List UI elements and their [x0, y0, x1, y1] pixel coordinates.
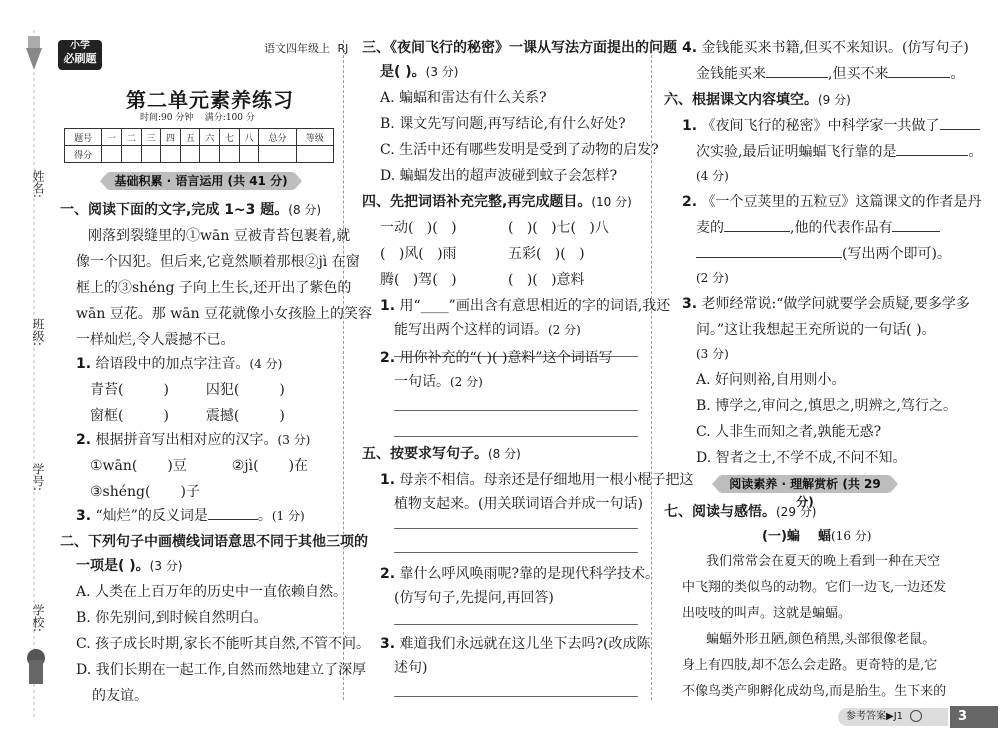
score-input[interactable]	[220, 146, 240, 163]
q7-passage-line: 蝙蝠外形丑陋,颜色稍黑,头部很像老鼠。	[706, 632, 936, 647]
score-cell: 八	[239, 129, 259, 146]
score-cell: 一	[102, 129, 122, 146]
score-cell: 等级	[296, 129, 333, 146]
search-icon	[910, 710, 922, 722]
answer-line[interactable]	[394, 528, 638, 529]
q6-option-d: D. 智者之士,不学不成,不问不知。	[696, 450, 907, 466]
exam-meta: 时间:90 分钟 满分:100 分	[140, 113, 255, 123]
logo-line1: 小学	[70, 40, 90, 51]
q5-sub3-line2: 述句)	[394, 660, 428, 676]
q6-sub2: 2. 《一个豆荚里的五粒豆》这篇课文的作者是丹	[682, 194, 982, 210]
banner-basic: 基础积累 · 语言运用 (共 41 分)	[108, 172, 294, 190]
q2-option-a: A. 人类在上百万年的历史中一直依赖自然。	[76, 584, 348, 600]
score-input[interactable]	[180, 146, 200, 163]
score-table-header-row	[65, 129, 334, 146]
fill-blank[interactable]	[940, 129, 980, 130]
answer-line[interactable]	[394, 552, 638, 553]
q4-sub2: 2. 用你补充的“( )( )意料”这个词语写	[380, 350, 613, 366]
q6-title: 六、根据课文内容填空。(9 分)	[664, 92, 851, 108]
q2-option-d: D. 我们长期在一起工作,自然而然地建立了深厚	[76, 662, 367, 678]
q6-sub3-line2: 问。”这让我想起王充所说的一句话( )。	[696, 322, 936, 338]
q6-option-c: C. 人非生而知之者,孰能无惑?	[696, 424, 882, 440]
q5-sub1: 1. 母亲不相信。母亲还是仔细地用一根小棍子把这	[380, 472, 694, 488]
score-input[interactable]	[259, 146, 296, 163]
label-class: 班级:	[31, 318, 45, 347]
q4-word-row: 一动( )( ) ( )( )七( )八	[380, 220, 609, 236]
q1-passage-line: 像一个囚犯。但后来,它竟然顺着那根②jì 在窗	[76, 254, 360, 270]
score-cell: 题号	[65, 129, 102, 146]
fill-blank[interactable]	[892, 231, 940, 232]
score-cell: 七	[220, 129, 240, 146]
edition: RJ	[337, 42, 349, 55]
q7-passage-line: 身上有四肢,却不怎么会走路。更奇特的是,它	[682, 658, 938, 673]
logo-line2: 必刷题	[63, 52, 97, 65]
q4-sub1-line2: 能写出两个这样的词语。(2 分)	[394, 322, 581, 338]
q7-passage-line: 出吱吱的叫声。这就是蝙蝠。	[682, 606, 852, 621]
answer-line[interactable]	[394, 624, 638, 625]
q6-sub1: 1. 《夜间飞行的秘密》中科学家一共做了	[682, 118, 980, 134]
q6-option-b: B. 博学之,审问之,慎思之,明辨之,笃行之。	[696, 398, 957, 414]
banner-reading: 阅读素养 · 理解赏析 (共 29 分)	[720, 475, 890, 493]
q6-sub3-score: (3 分)	[696, 347, 729, 361]
q3-title: 三、《夜间飞行的秘密》一课从写法方面提出的问题	[362, 40, 677, 56]
q1-sub1: 1. 给语段中的加点字注音。(4 分)	[76, 356, 283, 372]
q4-sub1: 1. 用“____”画出含有意思相近的字的词语,我还	[380, 298, 671, 314]
score-cell: 四	[161, 129, 181, 146]
q2-option-b: B. 你先别问,到时候自然明白。	[76, 610, 268, 626]
score-input[interactable]	[239, 146, 259, 163]
q7-passage-line: 我们常常会在夏天的晚上看到一种在天空	[706, 554, 941, 569]
grade: 语文四年级上	[264, 42, 330, 55]
q5-sub2-line2: (仿写句子,先提问,再回答)	[394, 590, 554, 606]
label-name: 姓名:	[31, 170, 45, 199]
q5-title: 五、按要求写句子。(8 分)	[362, 446, 521, 462]
fill-blank[interactable]	[724, 231, 790, 232]
column-divider-2	[651, 40, 652, 700]
score-table	[64, 128, 334, 163]
score-cell: 三	[141, 129, 161, 146]
column-divider-1	[343, 40, 344, 700]
fill-blank[interactable]	[888, 77, 950, 78]
q7-title: 七、阅读与感悟。(29 分)	[664, 504, 817, 520]
q4-title: 四、先把词语补充完整,再完成题目。(10 分)	[362, 194, 632, 210]
q5-sub2: 2. 靠什么呼风唤雨呢?靠的是现代科学技术。	[380, 566, 660, 582]
fill-blank[interactable]	[696, 257, 842, 258]
logo	[58, 40, 102, 70]
fill-blank[interactable]	[766, 77, 828, 78]
q1-title: 一、阅读下面的文字,完成 1~3 题。(8 分)	[60, 202, 322, 218]
score-cell: 二	[121, 129, 141, 146]
answer-line[interactable]	[394, 410, 638, 411]
score-input[interactable]	[141, 146, 161, 163]
fill-blank[interactable]	[896, 155, 968, 156]
label-school: 学校:	[31, 604, 45, 633]
q1-sub2-row: ①wān( )豆 ②jì( )在	[90, 458, 309, 474]
q2-option-c: C. 孩子成长时期,家长不能听其自然,不管不问。	[76, 636, 371, 652]
score-table-score-row	[65, 146, 334, 163]
score-cell: 六	[200, 129, 220, 146]
page-number: 3	[950, 706, 998, 728]
score-input[interactable]	[161, 146, 181, 163]
q5-sub4: 4. 金钱能买来书籍,但买不来知识。(仿写句子)	[682, 40, 969, 56]
q2-option-d-cont: 的友谊。	[92, 688, 148, 704]
answer-line[interactable]	[394, 696, 638, 697]
score-input[interactable]	[121, 146, 141, 163]
q4-sub2-line2: 一句话。(2 分)	[394, 374, 483, 390]
q1-passage-line: 一样灿烂,令人震撼不已。	[76, 332, 235, 348]
antonym-blank[interactable]	[208, 519, 258, 520]
q1-sub2-row: ③shéng( )子	[90, 484, 200, 500]
q6-sub1-score: (4 分)	[696, 169, 729, 183]
q3-title-line2: 是( )。(3 分)	[380, 64, 459, 80]
page-title: 第二单元素养练习	[126, 88, 294, 112]
q3-option-d: D. 蝙蝠发出的超声波碰到蚊子会怎样?	[380, 168, 618, 184]
q7-passage-line: 中飞翔的类似鸟的动物。它们一边飞,一边还发	[682, 580, 947, 595]
q4-word-row: ( )风( )雨 五彩( )( )	[380, 246, 585, 262]
grade-label	[264, 40, 348, 56]
score-cell: 得分	[65, 146, 102, 163]
q1-sub2: 2. 根据拼音写出相对应的汉字。(3 分)	[76, 432, 311, 448]
score-cell: 五	[180, 129, 200, 146]
q7-passage-line: 不像鸟类产卵孵化成幼鸟,而是胎生。生下来的	[682, 684, 947, 699]
q6-sub3: 3. 老师经常说:“做学问就要学会质疑,要多学多	[682, 296, 970, 312]
q1-passage-line: 刚落到裂缝里的①wān 豆被青苔包裹着,就	[88, 228, 351, 244]
score-cell: 总分	[259, 129, 296, 146]
q6-option-a: A. 好问则裕,自用则小。	[696, 372, 846, 388]
q1-sub1-row: 窗框( ) 震撼( )	[90, 408, 285, 424]
q3-option-a: A. 蝙蝠和雷达有什么关系?	[380, 90, 547, 106]
q2-title-line2: 一项是( )。(3 分)	[76, 558, 183, 574]
q5-sub1-line2: 植物支起来。(用关联词语合并成一句话)	[394, 496, 643, 512]
score-input[interactable]	[102, 146, 122, 163]
q5-sub4-line2: 金钱能买来 ,但买不来 。	[696, 66, 965, 82]
q1-sub1-row: 青苔( ) 囚犯( )	[90, 382, 285, 398]
q6-sub1-line2: 次实验,最后证明蝙蝠飞行靠的是 。	[696, 144, 983, 160]
score-input[interactable]	[200, 146, 220, 163]
q6-sub2-line3: (写出两个即可)。	[696, 246, 951, 262]
q1-sub3: 3. “灿烂”的反义词是 。(1 分)	[76, 508, 305, 524]
q1-passage-line: 框上的③shéng 子向上生长,还开出了紫色的	[76, 280, 352, 296]
q6-sub2-score: (2 分)	[696, 271, 729, 285]
q2-title: 二、下列句子中画横线词语意思不同于其他三项的	[60, 534, 368, 550]
q4-word-row: 腾( )驾( ) ( )( )意料	[380, 272, 585, 288]
answer-line[interactable]	[394, 436, 638, 437]
score-input[interactable]	[296, 146, 333, 163]
q3-option-c: C. 生活中还有哪些发明是受到了动物的启发?	[380, 142, 659, 158]
q1-passage-line: wān 豆花。那 wān 豆花就像小女孩脸上的笑容	[76, 306, 373, 322]
answer-reference[interactable]: 参考答案▶J1	[838, 708, 948, 726]
q3-option-b: B. 课文先写问题,再写结论,有什么好处?	[380, 116, 626, 132]
q6-sub2-line2: 麦的 ,他的代表作品有	[696, 220, 940, 236]
q7-subtitle: (一)蝙 蝠(16 分)	[762, 529, 872, 544]
q5-sub3: 3. 难道我们永远就在这儿坐下去吗?(改成陈	[380, 636, 651, 652]
label-student-id: 学号:	[31, 463, 45, 492]
